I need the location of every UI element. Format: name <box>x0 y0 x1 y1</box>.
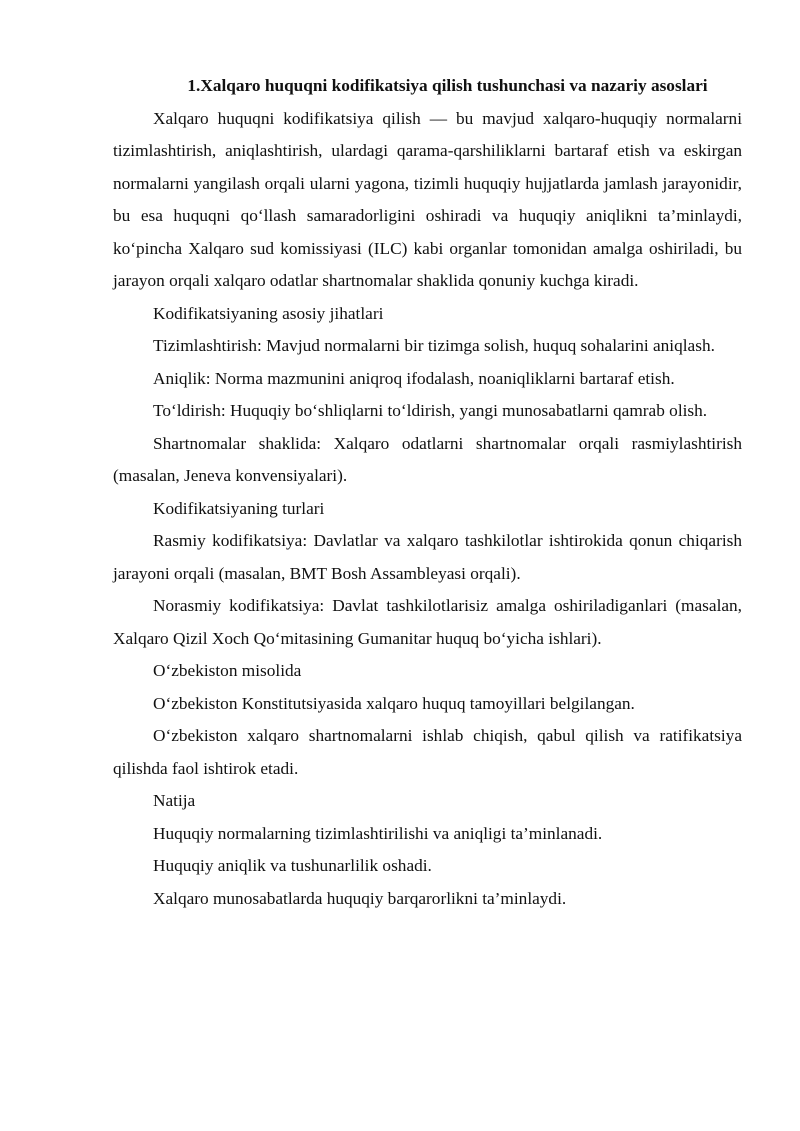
subheading-types: Kodifikatsiyaning turlari <box>153 498 325 518</box>
intro-paragraph: Xalqaro huquqni kodifikatsiya qilish — bu mavjud xalqaro-huquqiy normalarni tizimlashtirish, aniqlashtirish, ulardagi qarama-qarshiliklarni bartaraf etish va eskirgan normalarni yangilash orqali ularni yagona, tizimli huquqiy hujjatlarda jamlash jarayonidir, bu esa huquqni qo‘llash samaradorligini oshiradi va huquqiy aniqlikni ta’minlaydi, ko‘pincha Xalqaro sud komissiyasi (ILC) kabi organlar tomonidan amalga oshiriladi, bu jarayon orqali xalqaro odatlar shartnomalar shaklida qonuniy kuchga kiradi. <box>113 108 742 290</box>
subheading-uzbekistan: O‘zbekiston misolida <box>153 661 302 680</box>
subheading-main-aspects: Kodifikatsiyaning asosiy jihatlari <box>153 303 384 323</box>
paragraph-unofficial-codification: Norasmiy kodifikatsiya: Davlat tashkilotlarisiz amalga oshiriladiganlari (masalan, Xalqaro Qizil Xoch Qo‘mitasining Gumanitar huquq bo‘yicha ishlari). <box>113 596 742 648</box>
subheading-result: Natija <box>153 791 196 810</box>
paragraph-official-codification: Rasmiy kodifikatsiya: Davlatlar va xalqaro tashkilotlar ishtirokida qonun chiqarish jarayoni orqali (masalan, BMT Bosh Assambleyasi orqali). <box>113 531 742 583</box>
paragraph-result-3: Xalqaro munosabatlarda huquqiy barqarorlikni ta’minlaydi. <box>153 888 567 908</box>
section-heading: 1.Xalqaro huquqni kodifikatsiya qilish tushunchasi va nazariy asoslari <box>187 76 708 95</box>
paragraph-result-1: Huquqiy normalarning tizimlashtirilishi va aniqligi ta’minlanadi. <box>153 823 603 843</box>
paragraph-uzbekistan-constitution: O‘zbekiston Konstitutsiyasida xalqaro huquq tamoyillari belgilangan. <box>153 693 635 713</box>
paragraph-treaty-form: Shartnomalar shaklida: Xalqaro odatlarni shartnomalar orqali rasmiylashtirish (masalan, Jeneva konvensiyalari). <box>113 433 742 485</box>
paragraph-result-2: Huquqiy aniqlik va tushunarlilik oshadi. <box>153 856 432 875</box>
document-page <box>113 70 742 915</box>
paragraph-clarity: Aniqlik: Norma mazmunini aniqroq ifodalash, noaniqliklarni bartaraf etish. <box>153 368 675 388</box>
paragraph-completion: To‘ldirish: Huquqiy bo‘shliqlarni to‘ldirish, yangi munosabatlarni qamrab olish. <box>153 401 708 420</box>
paragraph-systematization: Tizimlashtirish: Mavjud normalarni bir tizimga solish, huquq sohalarini aniqlash. <box>153 336 715 355</box>
paragraph-uzbekistan-treaties: O‘zbekiston xalqaro shartnomalarni ishlab chiqish, qabul qilish va ratifikatsiya qilishda faol ishtirok etadi. <box>113 726 742 778</box>
